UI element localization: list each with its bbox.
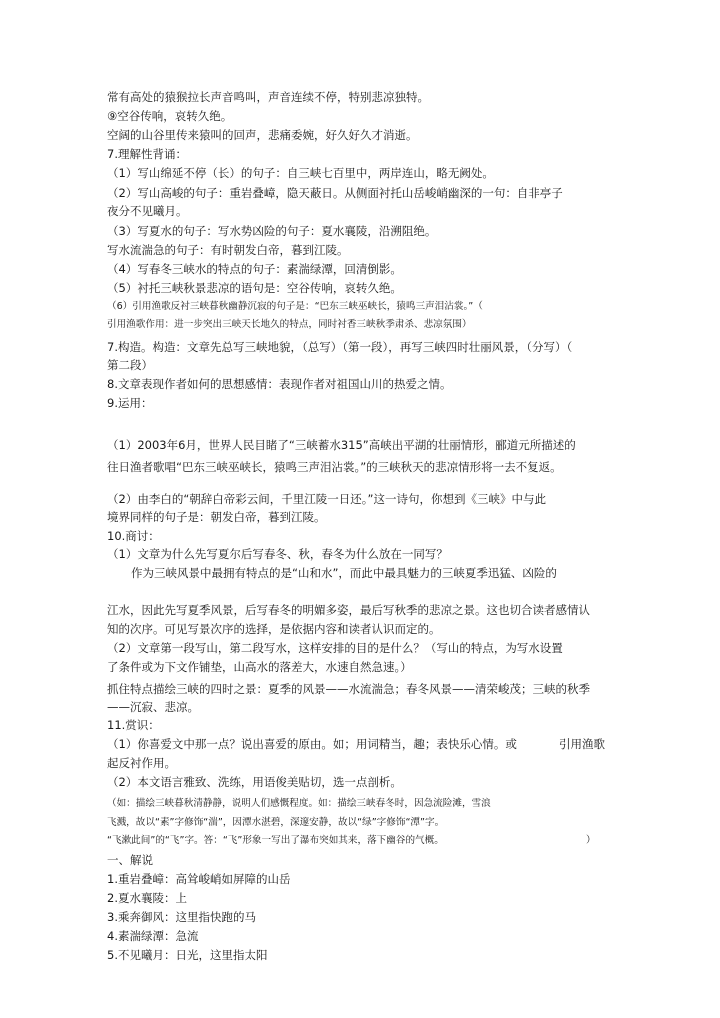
text-line: （2）由李白的“朝辞白帝彩云间，千里江陵一日还。”这一诗句，你想到《三峡》中与此 [107, 492, 546, 506]
section-heading: 7.理解性背诵： [107, 147, 187, 161]
section-heading: 9.运用： [107, 396, 153, 410]
text-line: 7.构造。构造：文章先总写三峡地貌，（总写）（第一段），再写三峡四时壮丽风景，（分写）（ [107, 340, 573, 354]
text-line: 8.文章表现作者如何的思想感情：表现作者对祖国山川的热爱之情。 [107, 377, 452, 391]
text-line: 常有高处的猿猴拉长声音鸣叫，声音连续不停，特别悲凉独特。 [107, 90, 429, 104]
text-line: （1）文章为什么先写夏尔后写春冬、秋，春冬为什么放在一同写？ [107, 547, 448, 561]
text-line: （1）你喜爱文中那一点？说出喜爱的原由。如；用词精当，趣；表快乐心情。或 [107, 737, 517, 751]
text-line: 引用渔歌作用：进一步突出三峡天长地久的特点，同时衬香三峡秋季肃杀、悲凉氛围） [107, 319, 472, 330]
section-heading: 11.赏识： [107, 718, 160, 732]
text-line: ——沉寂、悲凉。 [107, 700, 199, 714]
text-line: 写水流湍急的句子：有时朝发白帝，暮到江陵。 [107, 243, 349, 257]
text-line: （1）写山绵延不停（长）的句子：自三峡七百里中，两岸连山，略无阙处。 [107, 166, 494, 180]
text-line: （如：描绘三峡暮秋清静静，说明人们感慨程度。如：描绘三峡春冬时，因急流险滩，雪浪 [107, 798, 491, 809]
text-line: 空阔的山谷里传来猿叫的回声，悲痛委婉，好久好久才消逝。 [107, 128, 418, 142]
text-line: 了条件或为下文作铺垫，山高水的落差大，水速自然急速。） [107, 660, 412, 674]
text-line: （2）本文语言雅致、洗练，用语俊美贴切，选一点剖析。 [107, 775, 402, 789]
text-line: 飞溅，故以“素”字修饰“湍”，因潭水湛碧，深邃安静，故以“绿”字修饰“潭”字。 [107, 817, 445, 828]
text-line: （1）2003年6月，世界人民目睹了“三峡蓄水315”高峡出平湖的壮丽情形，郦道元所描述的 [107, 438, 576, 452]
list-item: 1.重岩叠嶂：高耸峻峭如屏障的山岳 [107, 872, 291, 886]
list-item: 5.不见曦月：日光，这里指太阳 [107, 948, 268, 962]
text-line: 作为三峡风景中最拥有特点的是“山和水”，而此中最具魅力的三峡夏季迅猛、凶险的 [131, 566, 557, 580]
text-line: 引用渔歌 [559, 737, 605, 751]
text-line: 境界同样的句子是：朝发白帝，暮到江陵。 [107, 510, 326, 524]
text-line: 抓住特点描绘三峡的四时之景：夏季的风景——水流湍急；春冬风景——清荣峻茂；三峡的秋季 [107, 682, 590, 696]
text-line: （3）写夏水的句子：写水势凶险的句子：夏水襄陵，沿溯阻绝。 [107, 224, 437, 238]
closing-paren: ） [586, 835, 596, 846]
text-line: “飞漱此间”的“飞”字。答：“飞”形象一写出了瀑布突如其来，落下幽谷的气概。 [107, 835, 444, 846]
list-item: 2.夏水襄陵：上 [107, 891, 187, 905]
text-line: （6）引用渔歌反衬三峡暮秋幽静沉寂的句子是：“巴东三峡巫峡长，猿鸣三声泪沾裳。”（ [107, 301, 483, 312]
list-item: 4.素湍绿潭：急流 [107, 929, 199, 943]
text-line: 夜分不见曦月。 [107, 204, 188, 218]
text-line: 知的次序。可见写景次序的选择，是依据内容和读者认识而定的。 [107, 622, 441, 636]
text-line: 第二段） [107, 358, 153, 372]
text-line: 江水，因此先写夏季风景，后写春冬的明媚多姿，最后写秋季的悲凉之景。这也切合读者感情认 [107, 603, 590, 617]
list-item: 3.乘奔御风：这里指快跑的马 [107, 910, 256, 924]
section-heading: 一、解说 [107, 853, 153, 867]
text-line: （2）文章第一段写山，第二段写水，这样安排的目的是什么？（写山的特点，为写水设置 [107, 641, 563, 655]
text-line: 往日渔者歌唱“巴东三峡巫峡长，猿鸣三声泪沾裳。”的三峡秋天的悲凉情形将一去不复返。 [107, 460, 562, 474]
text-line: （5）衬托三峡秋景悲凉的语句是：空谷传响，哀转久绝。 [107, 281, 402, 295]
text-line: （4）写春冬三峡水的特点的句子：素湍绿潭，回清倒影。 [107, 262, 402, 276]
text-line: 起反衬作用。 [107, 756, 176, 770]
text-line: （2）写山高峻的句子：重岩叠嶂，隐天蔽日。从侧面衬托山岳峻峭幽深的一句：自非亭子 [107, 186, 563, 200]
text-line: ⑨空谷传响，哀转久绝。 [107, 109, 233, 123]
section-heading: 10.商讨： [107, 529, 160, 543]
